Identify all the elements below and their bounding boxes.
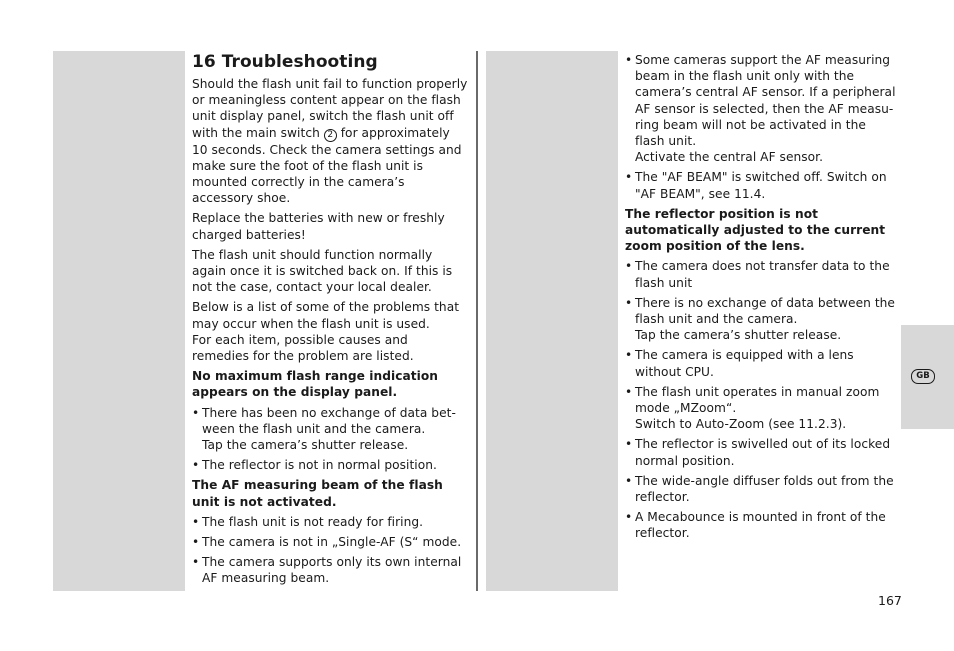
cause-list-af-beam-cont [625,52,897,202]
cause-item: • The camera does not transfer data to the flash unit [625,258,897,290]
problem-heading-reflector: The reflector position is not automatically adjusted to the current zoom position of the lens. [625,206,886,254]
remedy-text: Tap the camera’s shutter release. [202,438,409,453]
right-column [625,52,897,546]
intro-text-b: for approximately 10 seconds. Check the camera settings and make sure the foot of the flash unit is mounted correctly in the camera’s accessory shoe. [192,125,462,206]
remedy-text: Activate the central AF sensor. [635,150,824,165]
problem-list-intro: Below is a list of some of the problems that may occur when the flash unit is used. [192,300,460,331]
remedy-text: Switch to Auto-Zoom (see 11.2.3). [635,417,847,432]
problem-heading-no-range: No maximum flash range indication appears on the display panel. [192,369,439,400]
cause-text: There is no exchange of data between the flash unit and the camera. [635,295,895,327]
cause-text: Some cameras support the AF measuring beam in the flash unit only with the camera’s central AF sensor. If a peripheral AF sensor is selected, then the AF measu-ring beam will not be activated in the flash unit. [635,53,896,149]
intro-text-a: Should the flash unit fail to function properly or meaningless content appear on the flash unit display panel, switch the flash unit off with the main switch [192,77,468,140]
cause-item: • A Mecabounce is mounted in front of the reflector. [625,509,897,541]
left-column [192,52,468,591]
remedy-text: Tap the camera’s shutter release. [635,328,842,343]
cause-item: • The reflector is not in normal position. [192,457,468,473]
remedies-intro: For each item, possible causes and remedies for the problem are listed. [192,332,414,364]
cause-item [625,384,897,433]
cause-item [192,405,468,454]
cause-item [625,52,897,165]
cause-item: • The camera supports only its own internal AF measuring beam. [192,554,468,586]
cause-item: • The camera is not in „Single-AF (S“ mode. [192,534,468,550]
page-number: 167 [878,593,902,608]
cause-list-reflector [625,258,897,541]
cause-text: The flash unit operates in manual zoom mode „MZoom“. [635,384,880,416]
batteries-paragraph: Replace the batteries with new or freshly charged batteries! [192,211,445,242]
cause-item: • The flash unit is not ready for firing. [192,514,468,530]
main-switch-number-icon: 2 [324,129,337,142]
dealer-paragraph: The flash unit should function normally again once it is switched back on. If this is not the case, contact your local dealer. [192,247,453,295]
cause-item: • The wide-angle diffuser folds out from the reflector. [625,473,897,505]
cause-item: • The "AF BEAM" is switched off. Switch on "AF BEAM", see 11.4. [625,169,897,201]
intro-paragraph [192,76,468,206]
language-badge: GB [911,369,935,384]
cause-item: • The camera is equipped with a lens without CPU. [625,347,897,379]
cause-list-no-range [192,405,468,474]
problem-heading-af-beam: The AF measuring beam of the flash unit is not activated. [192,478,443,509]
column-divider [476,51,478,591]
cause-item: • The reflector is swivelled out of its locked normal position. [625,436,897,468]
cause-item [625,295,897,344]
left-margin-block [53,51,185,591]
center-margin-block [486,51,618,591]
cause-text: There has been no exchange of data bet-ween the flash unit and the camera. [202,405,456,436]
section-heading: 16 Troubleshooting [192,52,378,72]
cause-list-af-beam [192,514,468,587]
